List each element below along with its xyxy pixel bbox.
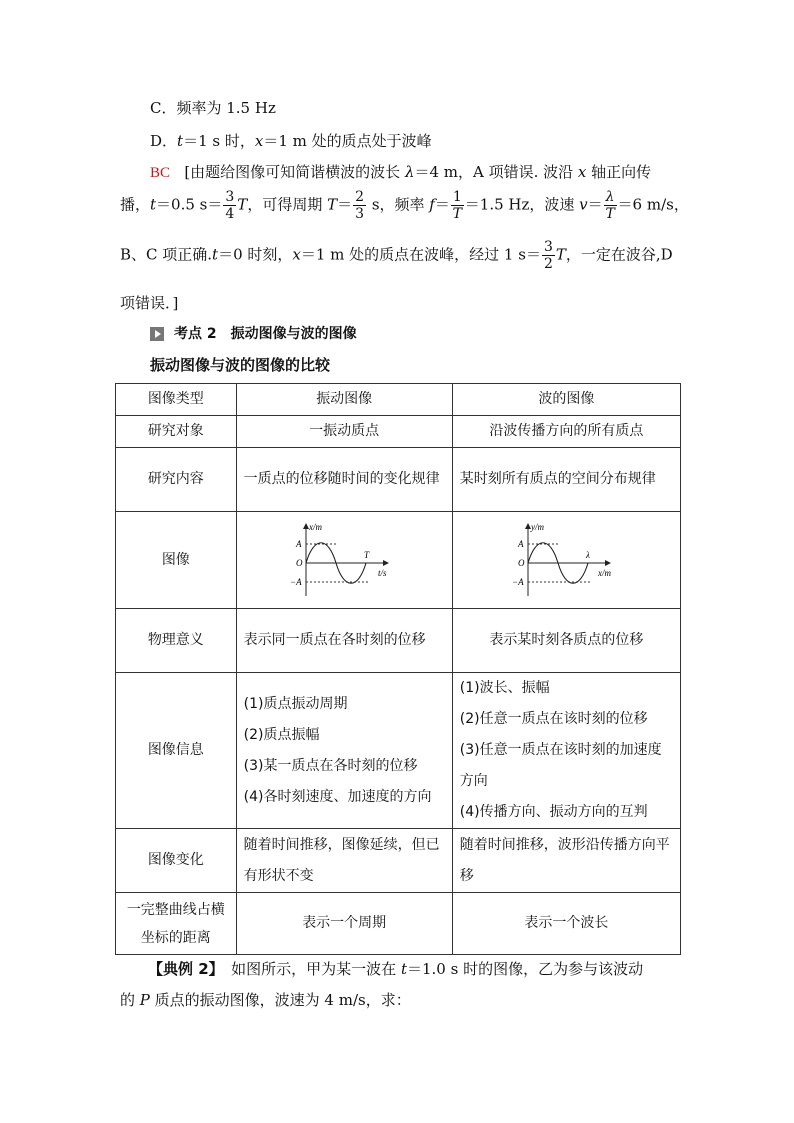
comparison-table — [115, 383, 681, 955]
svg-text:x/m: x/m — [309, 522, 323, 532]
option-d: D．t＝1 s 时，x＝1 m 处的质点处于波峰 — [150, 132, 432, 150]
row-label: 一完整曲线占横坐标的距离 — [116, 893, 237, 955]
svg-text:O: O — [296, 558, 303, 568]
fraction: $\frac{3}{2}$ — [543, 239, 553, 272]
table-cell: 随着时间推移，图像延续，但已有形状不变 — [236, 829, 452, 893]
row-label: 物理意义 — [116, 609, 237, 673]
table-row — [116, 609, 681, 673]
svg-text:x/m: x/m — [598, 568, 612, 578]
row-label: 图像变化 — [116, 829, 237, 893]
example-line-1: 【典例 2】 如图所示，甲为某一波在 t＝1.0 s 时的图像，乙为参与该波动 — [148, 960, 644, 978]
svg-text:λ: λ — [586, 550, 591, 560]
vibration-graph-cell — [236, 512, 452, 609]
table-row — [116, 673, 681, 829]
table-header: 波的图像 — [452, 384, 680, 416]
table-cell: 沿波传播方向的所有质点 — [452, 416, 680, 448]
fraction: $\frac{\lambda}{T}$ — [605, 189, 615, 222]
answer-tag: BC — [150, 165, 171, 181]
table-cell: 随着时间推移，波形沿传播方向平移 — [452, 829, 680, 893]
row-label: 图像 — [116, 512, 237, 609]
row-label: 研究内容 — [116, 448, 237, 512]
table-row — [116, 512, 681, 609]
table-cell: 表示一个周期 — [236, 893, 452, 955]
table-row — [116, 448, 681, 512]
row-label: 图像信息 — [116, 673, 237, 829]
table-header: 图像类型 — [116, 384, 237, 416]
table-row — [116, 893, 681, 955]
svg-text:−A: −A — [290, 577, 302, 587]
table-cell: (1)波长、振幅 (2)任意一质点在该时刻的位移 (3)任意一质点在该时刻的加速度方向 (4)传播方向、振动方向的互判 — [452, 673, 680, 829]
svg-text:T: T — [364, 550, 370, 560]
table-cell: 某时刻所有质点的空间分布规律 — [452, 448, 680, 512]
fraction: $\frac{2}{3}$ — [355, 189, 365, 222]
table-cell: 表示一个波长 — [452, 893, 680, 955]
wave-graph-cell — [452, 512, 680, 609]
fraction: $\frac{3}{4}$ — [225, 189, 235, 222]
option-c: C．频率为 1.5 Hz — [150, 99, 276, 117]
table-cell: 表示某时刻各质点的位移 — [452, 609, 680, 673]
answer-line-1: BC [由题给图像可知简谐横波的波长 λ＝4 m，A 项错误. 波沿 x 轴正向传 — [150, 163, 652, 181]
svg-text:y/m: y/m — [531, 522, 545, 532]
table-header-row — [116, 384, 681, 416]
example-tag: 【典例 2】 — [148, 960, 217, 978]
wave-graph — [506, 520, 626, 600]
table-cell: 一质点的位移随时间的变化规律 — [236, 448, 452, 512]
svg-text:t/s: t/s — [378, 568, 387, 578]
svg-text:−A: −A — [512, 577, 524, 587]
table-cell: 一振动质点 — [236, 416, 452, 448]
section-subtitle: 振动图像与波的图像的比较 — [150, 356, 331, 374]
row-label: 研究对象 — [116, 416, 237, 448]
section-heading: 考点 2 振动图像与波的图像 — [150, 323, 357, 343]
table-cell: 表示同一质点在各时刻的位移 — [236, 609, 452, 673]
table-row — [116, 416, 681, 448]
table-cell: (1)质点振动周期 (2)质点振幅 (3)某一质点在各时刻的位移 (4)各时刻速度、加速度的方向 — [236, 673, 452, 829]
svg-text:O: O — [518, 558, 525, 568]
table-header: 振动图像 — [236, 384, 452, 416]
vibration-graph — [284, 520, 404, 600]
answer-line-4: 项错误．] — [120, 294, 179, 312]
play-triangle-icon — [150, 327, 164, 341]
example-line-2: 的 P 质点的振动图像，波速为 4 m/s，求： — [120, 991, 411, 1009]
svg-text:A: A — [296, 539, 302, 549]
answer-line-2: 播，t＝0.5 s＝ $\frac{3}{4}$ T，可得周期 T＝ $\frac{2}{3}$ s，频率 f＝ $\frac{1}{T}$ ＝1.5 Hz，波速 v＝ $\frac{\lambda}{T}$ ＝6 m/s， — [120, 189, 689, 222]
answer-line-3: B、C 项正确.t＝0 时刻，x＝1 m 处的质点在波峰，经过 1 s＝ $\frac{3}{2}$ T，一定在波谷,D — [120, 239, 673, 272]
svg-text:A: A — [518, 539, 524, 549]
fraction: $\frac{1}{T}$ — [452, 189, 462, 222]
table-row — [116, 829, 681, 893]
